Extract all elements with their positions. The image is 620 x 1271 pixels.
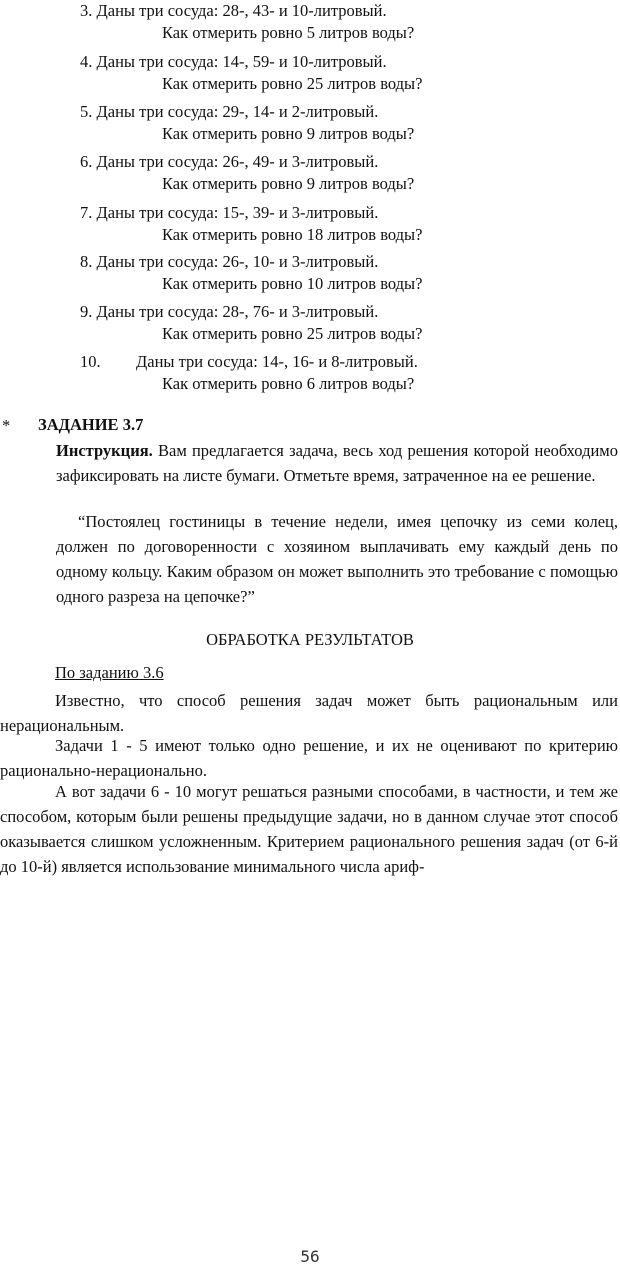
problem-item (80, 151, 414, 195)
body-paragraph: Известно, что способ решения задач может быть рациональным или нерациональным. (0, 691, 618, 735)
problem-number: 5. (80, 102, 93, 121)
problem-number: 3. (80, 1, 93, 20)
asterisk-mark: * (2, 416, 11, 435)
problem-number: 6. (80, 152, 93, 171)
instruction-paragraph (56, 438, 618, 488)
problem-item (80, 101, 414, 145)
problem-item (80, 51, 422, 95)
problem-item (80, 301, 422, 345)
problem-question: Как отмерить ровно 25 литров воды? (162, 324, 423, 343)
problem-question: Как отмерить ровно 9 литров воды? (162, 124, 415, 143)
problem-item (80, 351, 418, 395)
problem-text: Даны три сосуда: 14-, 59- и 10-литровый. (96, 52, 387, 71)
problem-text: Даны три сосуда: 14-, 16- и 8-литровый. (136, 352, 418, 371)
problem-question: Как отмерить ровно 10 литров воды? (162, 274, 423, 293)
problem-text: Даны три сосуда: 28-, 43- и 10-литровый. (96, 1, 387, 20)
problem-item (80, 251, 422, 295)
problem-number: 8. (80, 252, 93, 271)
instruction-text: Вам предлагается задача, весь ход решения которой необходимо зафиксировать на листе бумаги. Отметьте время, затраченное на ее решение. (56, 441, 618, 485)
problem-text: Даны три сосуда: 28-, 76- и 3-литровый. (96, 302, 379, 321)
section-subheading: По заданию 3.6 (55, 663, 164, 682)
problem-question: Как отмерить ровно 18 литров воды? (162, 225, 423, 244)
instruction-label: Инструкция. (56, 441, 153, 460)
problem-item (80, 202, 422, 246)
problem-text: Даны три сосуда: 26-, 10- и 3-литровый. (96, 252, 379, 271)
problem-number: 10. (80, 352, 101, 371)
problem-text: Даны три сосуда: 15-, 39- и 3-литровый. (96, 203, 379, 222)
problem-question: Как отмерить ровно 5 литров воды? (162, 23, 415, 42)
problem-text: Даны три сосуда: 26-, 49- и 3-литровый. (96, 152, 379, 171)
task-quote: “Постоялец гостиницы в течение недели, имея цепочку из семи колец, должен по договоренности с хозяином выплачивать ему каждый день по одному кольцу. Каким образом он может выполнить это требование с помощью одного разреза на цепочке?” (56, 512, 618, 606)
problem-question: Как отмерить ровно 25 литров воды? (162, 74, 423, 93)
body-paragraph: Задачи 1 - 5 имеют только одно решение, и их не оценивают по критерию рационально-нерационально. (0, 736, 618, 780)
problem-item (80, 0, 414, 44)
problem-question: Как отмерить ровно 6 литров воды? (162, 374, 415, 393)
problem-question: Как отмерить ровно 9 литров воды? (162, 174, 415, 193)
body-paragraph: А вот задачи 6 - 10 могут решаться разными способами, в частности, и тем же способом, которым были решены предыдущие задачи, но в данном случае этот способ оказывается слишком усложненным. Критерием рационального решения задач (от 6-й до 10-й) является использование минимального числа ариф- (0, 782, 618, 876)
problem-number: 7. (80, 203, 93, 222)
section-heading: ОБРАБОТКА РЕЗУЛЬТАТОВ (206, 630, 414, 649)
problem-number: 4. (80, 52, 93, 71)
task-title: ЗАДАНИЕ 3.7 (38, 415, 144, 434)
page-number: 56 (300, 1247, 320, 1266)
problem-number: 9. (80, 302, 93, 321)
problem-text: Даны три сосуда: 29-, 14- и 2-литровый. (96, 102, 379, 121)
